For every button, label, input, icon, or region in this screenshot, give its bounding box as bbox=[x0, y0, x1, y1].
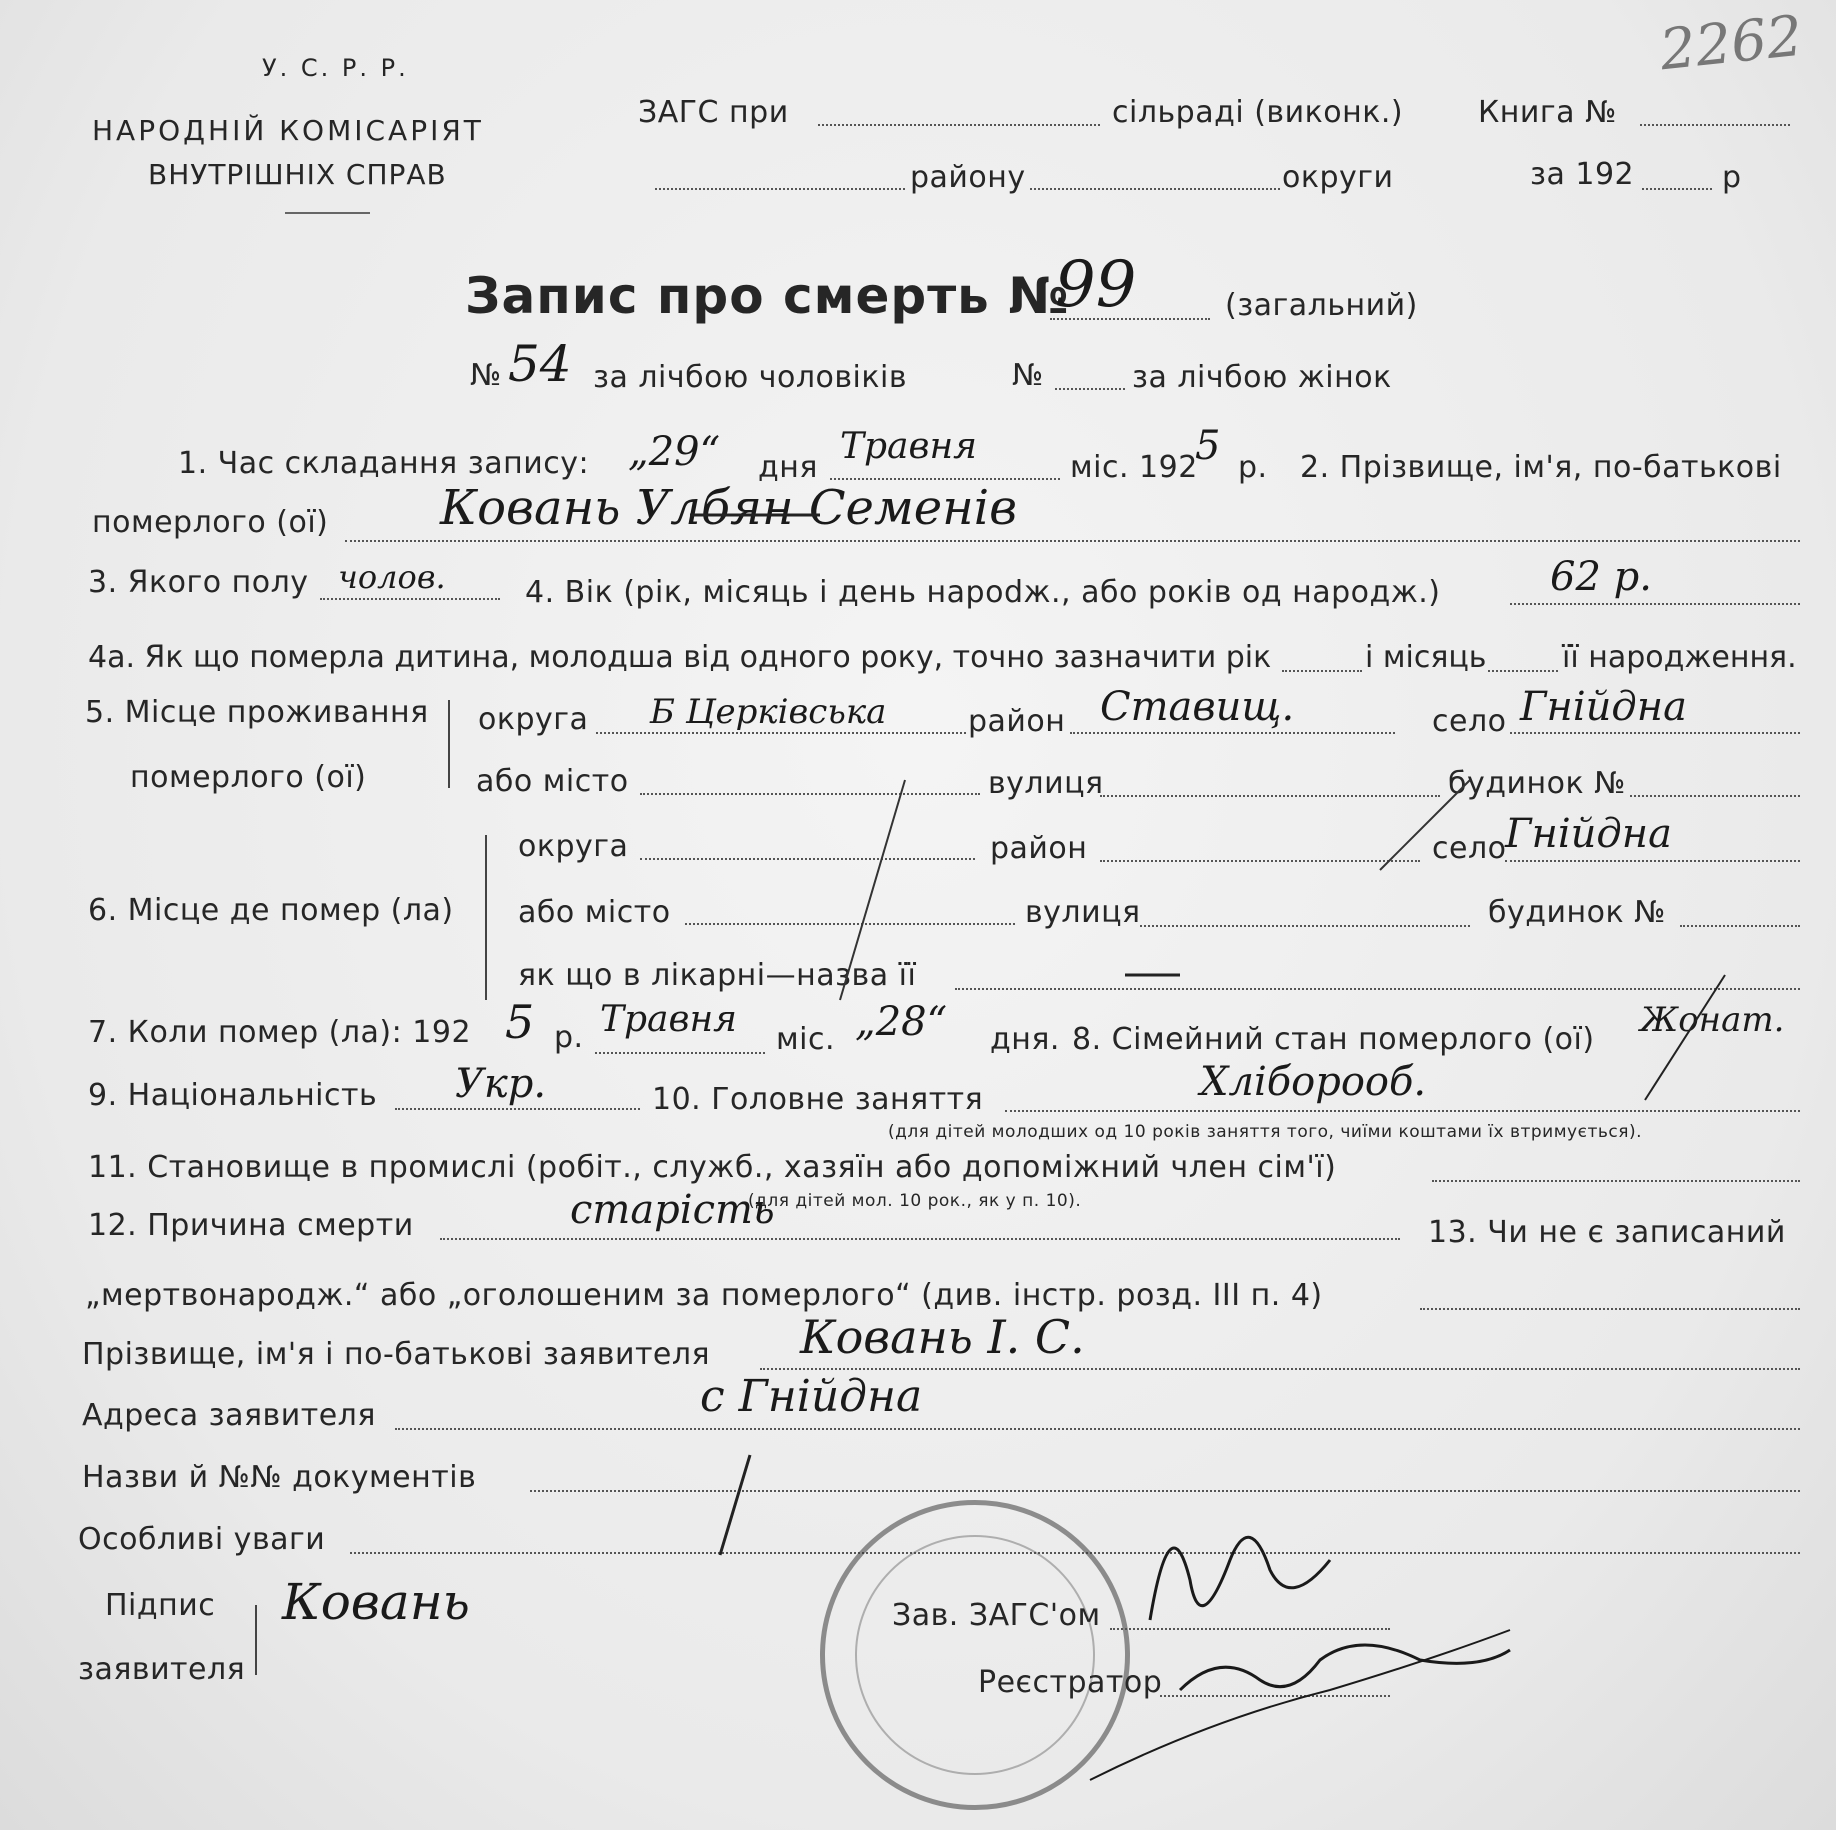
head-signature-stroke bbox=[1150, 1537, 1330, 1620]
f1-day-word: дня bbox=[758, 450, 818, 485]
f4a-end: її народження. bbox=[1562, 640, 1797, 675]
record-number: 99 bbox=[1055, 248, 1137, 322]
f3-value: чолов. bbox=[338, 558, 446, 596]
commissariat-line1: НАРОДНІЙ КОМІСАРІЯТ bbox=[92, 114, 484, 147]
f7-r: р. bbox=[554, 1020, 584, 1055]
f3-label: 3. Якого полу bbox=[88, 565, 309, 600]
f1-month-word: міс. 192 bbox=[1070, 450, 1198, 485]
year-label: за 192 bbox=[1530, 157, 1635, 192]
archive-number: 2262 bbox=[1656, 3, 1806, 84]
f6-okruga-label: округа bbox=[518, 829, 629, 864]
f11-label: 11. Становище в промислі (робіт., служб., хазяїн або допоміжний член сім'ї) bbox=[88, 1150, 1337, 1185]
f8-underline-stroke bbox=[1645, 975, 1725, 1100]
signature-label2: заявителя bbox=[78, 1652, 246, 1687]
year-suffix: р bbox=[1722, 160, 1742, 195]
men-label: за лічбою чоловіків bbox=[593, 360, 908, 395]
f1-year: 5 bbox=[1195, 423, 1221, 469]
f5-label2: померлого (ої) bbox=[130, 760, 367, 795]
f4-label: 4. Вік (рік, місяць і день нарodж., або років од народж.) bbox=[525, 575, 1441, 610]
f6-vulytsia-label: вулиця bbox=[1025, 895, 1141, 930]
silradi-label: сільраді (виконк.) bbox=[1112, 95, 1404, 130]
f5-rayon-label: район bbox=[968, 704, 1066, 739]
signature-label1: Підпис bbox=[105, 1588, 216, 1623]
f5-okruga-label: округа bbox=[478, 702, 589, 737]
f6-likarnia-label: як що в лікарні—назва її bbox=[518, 958, 917, 993]
f6-rayon-label: район bbox=[990, 831, 1088, 866]
f5-label1: 5. Місце проживання bbox=[85, 695, 429, 730]
republic-label: У. С. Р. Р. bbox=[262, 54, 409, 82]
f4a-label: 4а. Як що померла дитина, молодша від одного року, точно зазначити рік bbox=[88, 640, 1272, 675]
f13-label2: „мертвонародж.“ або „оголошеним за померлого“ (див. інстр. розд. III п. 4) bbox=[85, 1278, 1323, 1313]
f9-value: Укр. bbox=[455, 1061, 547, 1107]
rayon-label: району bbox=[910, 160, 1026, 195]
book-label: Книга № bbox=[1478, 95, 1617, 130]
f12-label: 12. Причина смерти bbox=[88, 1208, 414, 1243]
f10-note: (для дітей молодших од 10 років заняття того, чиїми коштами їх втримується). bbox=[888, 1122, 1642, 1142]
f10-value: Хліборооб. bbox=[1200, 1059, 1427, 1105]
f2-label: 2. Прізвище, ім'я, по-батькові bbox=[1300, 450, 1782, 485]
f1-r: р. bbox=[1238, 450, 1268, 485]
f1-month: Травня bbox=[840, 426, 978, 467]
docs-label: Назви й №№ документів bbox=[82, 1460, 477, 1495]
zags-label: ЗАГС при bbox=[638, 95, 789, 130]
okrug-label: округи bbox=[1282, 160, 1394, 195]
women-num-prefix: № bbox=[1012, 358, 1044, 393]
f5-selo-label: село bbox=[1432, 704, 1507, 739]
registrar-signature-stroke bbox=[1180, 1645, 1510, 1690]
f7-mis: міс. bbox=[776, 1022, 835, 1057]
f9-label: 9. Національність bbox=[88, 1078, 378, 1113]
f12-value: старість bbox=[570, 1187, 775, 1233]
f5-strikethrough-stroke bbox=[1380, 780, 1470, 870]
f7-day: „28“ bbox=[855, 999, 948, 1045]
f7-month: Травня bbox=[600, 999, 738, 1040]
notes-label: Особливі уваги bbox=[78, 1522, 326, 1557]
head-label: Зав. ЗАГС'ом bbox=[892, 1598, 1101, 1633]
f2-label2: померлого (ої) bbox=[92, 505, 329, 540]
commissariat-line2: ВНУТРІШНІХ СПРАВ bbox=[148, 158, 447, 191]
address-label: Адреса заявителя bbox=[82, 1398, 376, 1433]
f13-label: 13. Чи не є записаний bbox=[1428, 1215, 1786, 1250]
registrar-label: Реєстратор bbox=[978, 1665, 1163, 1700]
f5-budynok-label: будинок № bbox=[1448, 766, 1626, 801]
registrar-flourish-stroke bbox=[1090, 1630, 1510, 1780]
f10-label: 10. Головне заняття bbox=[652, 1082, 984, 1117]
docs-strikethrough-stroke bbox=[720, 1455, 750, 1555]
f6-misto-label: або місто bbox=[518, 895, 671, 930]
f5-okruga-value: Б Церківська bbox=[650, 692, 887, 732]
f4-value: 62 р. bbox=[1550, 554, 1652, 600]
f1-day: „29“ bbox=[628, 429, 721, 475]
f5-rayon-value: Ставищ. bbox=[1100, 684, 1295, 730]
f11-note: (для дітей мол. 10 рок., як у п. 10). bbox=[748, 1191, 1082, 1211]
record-title: Запис про смерть № bbox=[465, 267, 1070, 325]
f5-selo-value: Гнійдна bbox=[1520, 684, 1687, 730]
f8-label: 8. Сімейний стан померлого (ої) bbox=[1072, 1022, 1595, 1057]
f7-year: 5 bbox=[505, 995, 535, 1049]
f4a-month-label: і місяць bbox=[1365, 640, 1487, 675]
men-num-prefix: № bbox=[470, 358, 502, 393]
f7-label: 7. Коли помер (ла): 192 bbox=[88, 1015, 472, 1050]
applicant-value: Ковань І. С. bbox=[800, 1310, 1085, 1364]
f1-label: 1. Час складання запису: bbox=[178, 446, 590, 481]
f6-budynok-label: будинок № bbox=[1488, 895, 1666, 930]
f6-selo-value: Гнійдна bbox=[1505, 811, 1672, 857]
general-label: (загальний) bbox=[1225, 288, 1418, 323]
f5-vulytsia-label: вулиця bbox=[988, 766, 1104, 801]
f8-value: Жонат. bbox=[1640, 1000, 1785, 1040]
f6-strikethrough-stroke bbox=[840, 780, 905, 1000]
applicant-signature: Ковань bbox=[282, 1573, 470, 1631]
women-label: за лічбою жінок bbox=[1132, 360, 1392, 395]
f7-dnia: дня. bbox=[990, 1022, 1060, 1057]
men-number: 54 bbox=[508, 335, 572, 393]
f6-selo-label: село bbox=[1432, 831, 1507, 866]
f6-label: 6. Місце де помер (ла) bbox=[88, 893, 454, 928]
f2-value: Ковань Улбян Семенів bbox=[440, 480, 1018, 536]
applicant-label: Прізвище, ім'я і по-батькові заявителя bbox=[82, 1337, 711, 1372]
f5-misto-label: або місто bbox=[476, 764, 629, 799]
address-value: с Гнійдна bbox=[700, 1371, 923, 1422]
